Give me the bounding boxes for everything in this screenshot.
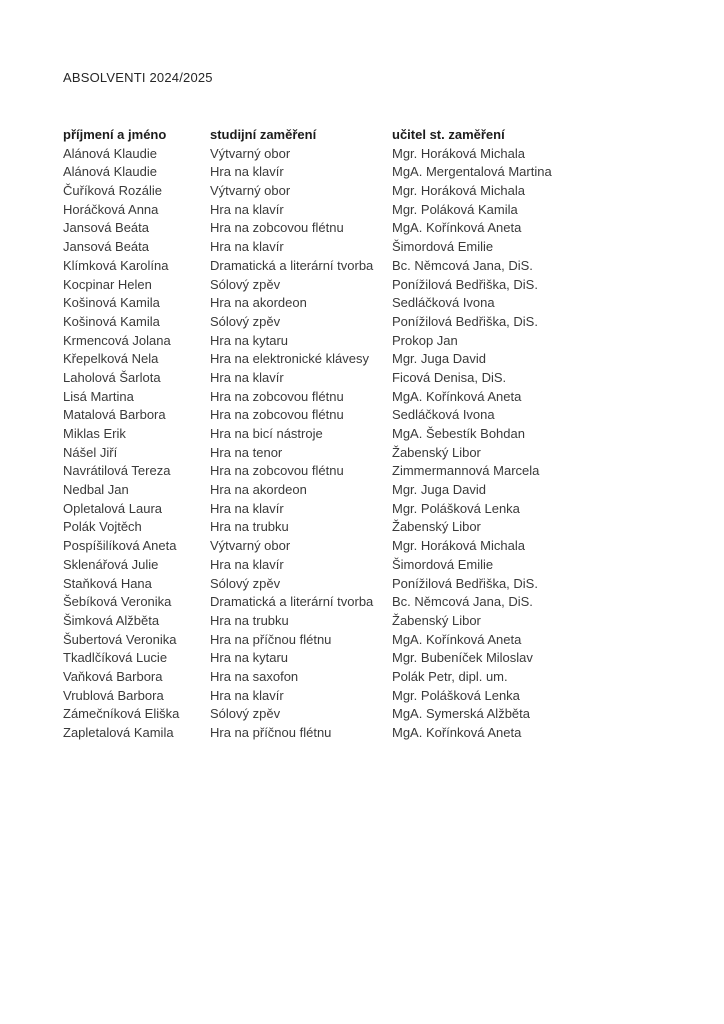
cell-teacher: Žabenský Libor (392, 612, 481, 628)
cell-student-name: Zámečníková Eliška (63, 706, 180, 722)
cell-teacher: Mgr. Juga David (392, 351, 486, 367)
cell-student-name: Polák Vojtěch (63, 519, 142, 535)
cell-student-name: Alánová Klaudie (63, 164, 157, 180)
cell-student-name: Vrublová Barbora (63, 687, 164, 703)
cell-teacher: Bc. Němcová Jana, DiS. (392, 257, 533, 273)
cell-teacher: Mgr. Polášková Lenka (392, 500, 520, 516)
cell-student-name: Sklenářová Julie (63, 556, 159, 572)
cell-teacher: Ponížilová Bedřiška, DiS. (392, 276, 538, 292)
table-row (63, 257, 663, 276)
table-row (63, 182, 663, 201)
table-row (63, 612, 663, 631)
cell-student-name: Nášel Jiří (63, 444, 118, 460)
cell-student-name: Tkadlčíková Lucie (63, 650, 168, 666)
cell-study-focus: Výtvarný obor (210, 145, 291, 161)
cell-student-name: Pospíšilíková Aneta (63, 538, 177, 554)
cell-student-name: Staňková Hana (63, 575, 152, 591)
cell-study-focus: Sólový zpěv (210, 706, 281, 722)
cell-study-focus: Hra na bicí nástroje (210, 426, 323, 441)
cell-teacher: Polák Petr, dipl. um. (392, 668, 508, 684)
cell-teacher: Ponížilová Bedřiška, DiS. (392, 575, 538, 591)
cell-study-focus: Sólový zpěv (210, 313, 281, 329)
table-row (63, 388, 663, 407)
cell-teacher: Mgr. Bubeníček Miloslav (392, 650, 533, 666)
table-header-row (63, 126, 663, 145)
table-row (63, 500, 663, 519)
cell-study-focus: Hra na klavír (210, 369, 284, 385)
cell-study-focus: Výtvarný obor (210, 183, 291, 199)
cell-student-name: Klímková Karolína (63, 257, 169, 273)
cell-teacher: Mgr. Polášková Lenka (392, 687, 520, 703)
table-row (63, 444, 663, 463)
table-body (63, 145, 663, 743)
cell-student-name: Jansová Beáta (63, 239, 150, 255)
cell-teacher: MgA. Šebestík Bohdan (392, 426, 525, 441)
cell-student-name: Křepelková Nela (63, 351, 159, 367)
cell-student-name: Matalová Barbora (63, 407, 166, 423)
cell-teacher: MgA. Symerská Alžběta (392, 706, 530, 722)
cell-study-focus: Hra na saxofon (210, 668, 299, 684)
graduates-table (63, 126, 663, 743)
table-row (63, 201, 663, 220)
cell-teacher: Bc. Němcová Jana, DiS. (392, 594, 533, 610)
cell-study-focus: Hra na klavír (210, 164, 284, 180)
cell-student-name: Šubertová Veronika (63, 631, 177, 647)
cell-student-name: Šebíková Veronika (63, 594, 172, 610)
column-header-student-name: příjmení a jméno (63, 127, 167, 142)
cell-teacher: Šimordová Emilie (392, 239, 494, 255)
table-row (63, 537, 663, 556)
cell-student-name: Šimková Alžběta (63, 612, 160, 628)
cell-student-name: Horáčková Anna (63, 201, 159, 217)
cell-teacher: Sedláčková Ivona (392, 407, 495, 423)
cell-study-focus: Hra na klavír (210, 239, 284, 255)
table-row (63, 593, 663, 612)
cell-study-focus: Hra na zobcovou flétnu (210, 388, 344, 404)
table-row (63, 575, 663, 594)
cell-student-name: Nedbal Jan (63, 482, 129, 498)
table-row (63, 668, 663, 687)
cell-study-focus: Hra na zobcovou flétnu (210, 463, 344, 479)
cell-teacher: MgA. Mergentalová Martina (392, 164, 552, 180)
cell-teacher: Žabenský Libor (392, 519, 481, 535)
table-row (63, 313, 663, 332)
cell-teacher: MgA. Kořínková Aneta (392, 220, 522, 236)
cell-student-name: Zapletalová Kamila (63, 725, 174, 740)
cell-study-focus: Hra na klavír (210, 556, 284, 572)
cell-teacher: Zimmermannová Marcela (392, 463, 540, 479)
table-row (63, 649, 663, 668)
cell-study-focus: Hra na klavír (210, 201, 284, 217)
table-row (63, 518, 663, 537)
column-header-teacher: učitel st. zaměření (392, 127, 505, 142)
cell-study-focus: Hra na kytaru (210, 650, 289, 666)
table-row (63, 556, 663, 575)
cell-study-focus: Sólový zpěv (210, 575, 281, 591)
cell-teacher: MgA. Kořínková Aneta (392, 631, 522, 647)
cell-study-focus: Hra na tenor (210, 444, 283, 460)
cell-student-name: Košinová Kamila (63, 313, 160, 329)
cell-study-focus: Hra na příčnou flétnu (210, 631, 332, 647)
cell-student-name: Miklas Erik (63, 426, 126, 441)
table-row (63, 369, 663, 388)
cell-teacher: Sedláčková Ivona (392, 295, 495, 311)
cell-teacher: Ponížilová Bedřiška, DiS. (392, 313, 538, 329)
cell-student-name: Laholová Šarlota (63, 369, 161, 385)
table-row (63, 481, 663, 500)
table-row (63, 276, 663, 295)
table-row (63, 631, 663, 650)
cell-student-name: Košinová Kamila (63, 295, 160, 311)
cell-study-focus: Hra na zobcovou flétnu (210, 407, 344, 423)
cell-student-name: Lisá Martina (63, 388, 134, 404)
cell-student-name: Alánová Klaudie (63, 145, 157, 161)
cell-teacher: Ficová Denisa, DiS. (392, 369, 507, 385)
cell-study-focus: Hra na trubku (210, 612, 289, 628)
table-row (63, 687, 663, 706)
table-row (63, 145, 663, 164)
cell-study-focus: Výtvarný obor (210, 538, 291, 554)
cell-study-focus: Hra na akordeon (210, 295, 307, 311)
cell-study-focus: Hra na klavír (210, 687, 284, 703)
cell-study-focus: Hra na příčnou flétnu (210, 725, 332, 740)
table-row (63, 332, 663, 351)
cell-study-focus: Hra na klavír (210, 500, 284, 516)
cell-student-name: Kocpinar Helen (63, 276, 152, 292)
cell-study-focus: Dramatická a literární tvorba (210, 594, 374, 610)
table-row (63, 219, 663, 238)
cell-teacher: Žabenský Libor (392, 444, 481, 460)
cell-teacher: Mgr. Horáková Michala (392, 538, 525, 554)
table-row (63, 462, 663, 481)
table-row (63, 406, 663, 425)
cell-teacher: MgA. Kořínková Aneta (392, 388, 522, 404)
cell-teacher: Prokop Jan (392, 332, 458, 348)
cell-teacher: Mgr. Horáková Michala (392, 145, 525, 161)
page-title: ABSOLVENTI 2024/2025 (63, 70, 213, 85)
cell-teacher: MgA. Kořínková Aneta (392, 725, 522, 740)
table-row (63, 705, 663, 724)
table-row (63, 294, 663, 313)
cell-teacher: Šimordová Emilie (392, 556, 494, 572)
table-row (63, 350, 663, 369)
cell-study-focus: Hra na akordeon (210, 482, 307, 498)
cell-student-name: Čuříková Rozálie (63, 183, 162, 199)
cell-student-name: Jansová Beáta (63, 220, 150, 236)
cell-study-focus: Hra na trubku (210, 519, 289, 535)
cell-student-name: Opletalová Laura (63, 500, 163, 516)
column-header-study-focus: studijní zaměření (210, 127, 317, 142)
cell-study-focus: Hra na elektronické klávesy (210, 351, 369, 367)
cell-study-focus: Hra na kytaru (210, 332, 289, 348)
cell-teacher: Mgr. Horáková Michala (392, 183, 525, 199)
cell-student-name: Krmencová Jolana (63, 332, 171, 348)
table-row (63, 163, 663, 182)
table-row (63, 724, 663, 743)
cell-teacher: Mgr. Juga David (392, 482, 486, 498)
cell-teacher: Mgr. Poláková Kamila (392, 201, 518, 217)
cell-study-focus: Hra na zobcovou flétnu (210, 220, 344, 236)
cell-study-focus: Sólový zpěv (210, 276, 281, 292)
table-row (63, 425, 663, 444)
table-row (63, 238, 663, 257)
cell-student-name: Navrátilová Tereza (63, 463, 171, 479)
cell-student-name: Vaňková Barbora (63, 668, 163, 684)
cell-study-focus: Dramatická a literární tvorba (210, 257, 374, 273)
